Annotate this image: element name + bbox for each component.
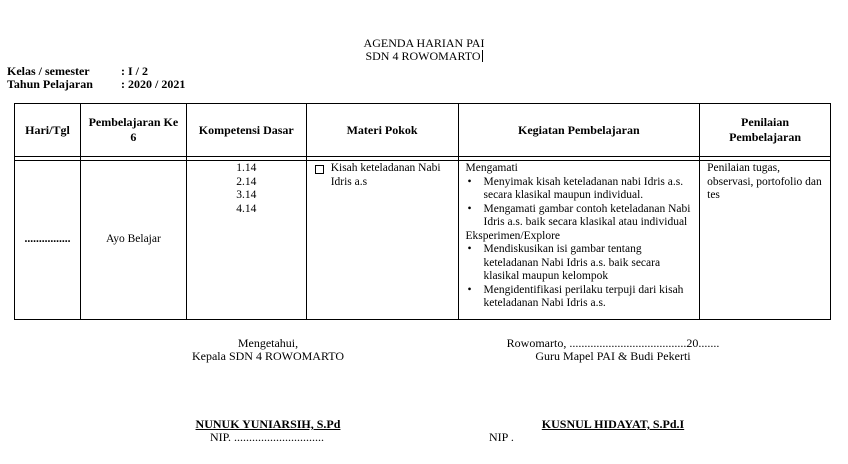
header-kegiatan: Kegiatan Pembelajaran <box>458 104 700 157</box>
mengamati-list <box>466 176 696 230</box>
kd-item: 2.14 <box>236 175 257 188</box>
kd-item: 1.14 <box>236 162 257 174</box>
eksperimen-list <box>466 243 696 311</box>
header-kompetensi-dasar: Kompetensi Dasar <box>186 104 306 157</box>
agenda-table <box>14 103 831 320</box>
cell-kegiatan <box>458 161 700 320</box>
cell-pembelajaran: Ayo Belajar <box>80 161 186 320</box>
header-pembelajaran: Pembelajaran Ke 6 <box>80 104 186 157</box>
kd-item: 3.14 <box>236 189 257 201</box>
cell-penilaian: Penilaian tugas, observasi, portofolio dan tes <box>700 161 831 320</box>
kelas-value: : I / 2 <box>121 64 148 78</box>
place-date-label: Rowomarto, .......................................20....... <box>506 336 720 350</box>
cell-hari: ................ <box>15 161 81 320</box>
guru-nip: NIP . <box>489 430 514 444</box>
cell-kompetensi-dasar <box>186 161 306 320</box>
list-item: • Mengidentifikasi perilaku terpuji dari kisah keteladanan Nabi Idris a.s. <box>484 284 696 311</box>
kelas-label: Kelas / semester <box>7 64 90 78</box>
tahun-value: : 2020 / 2021 <box>121 77 186 91</box>
header-materi-pokok: Materi Pokok <box>306 104 458 157</box>
kepala-sekolah-nip: NIP. .............................. <box>210 430 325 444</box>
guru-mapel-label: Guru Mapel PAI & Budi Pekerti <box>535 349 691 363</box>
list-item: • Mengamati gambar contoh keteladanan Nabi Idris a.s. baik secara klasikal atau individual <box>484 203 696 230</box>
kd-item: 4.14 <box>236 202 257 215</box>
materi-text: Kisah keteladanan Nabi Idris a.s <box>330 162 441 188</box>
checkbox-bullet-icon <box>315 165 324 174</box>
text-cursor <box>482 50 483 62</box>
kegiatan-mengamati-title: Mengamati <box>465 162 518 174</box>
guru-name: KUSNUL HIDAYAT, S.Pd.I <box>541 417 685 431</box>
cell-materi <box>306 161 458 320</box>
mengetahui-label: Mengetahui, <box>237 336 299 350</box>
kepala-sekolah-name: NUNUK YUNIARSIH, S.Pd <box>195 417 341 431</box>
table-header-row <box>15 104 831 157</box>
list-item: • Menyimak kisah keteladanan nabi Idris a.s. secara klasikal maupun individual. <box>484 176 696 203</box>
list-item: • Mendiskusikan isi gambar tentang keteladanan Nabi Idris a.s. baik secara klasikal maupun kelompok <box>484 243 696 284</box>
tahun-label: Tahun Pelajaran <box>7 77 93 91</box>
kegiatan-eksperimen-title: Eksperimen/Explore <box>465 229 561 242</box>
school-name: SDN 4 ROWOMARTO <box>365 49 481 63</box>
header-hari: Hari/Tgl <box>15 104 81 157</box>
document-title: AGENDA HARIAN PAI <box>363 36 485 50</box>
kepala-sekolah-label: Kepala SDN 4 ROWOMARTO <box>191 349 345 363</box>
table-row <box>15 161 831 320</box>
header-penilaian: Penilaian Pembelajaran <box>700 104 831 157</box>
